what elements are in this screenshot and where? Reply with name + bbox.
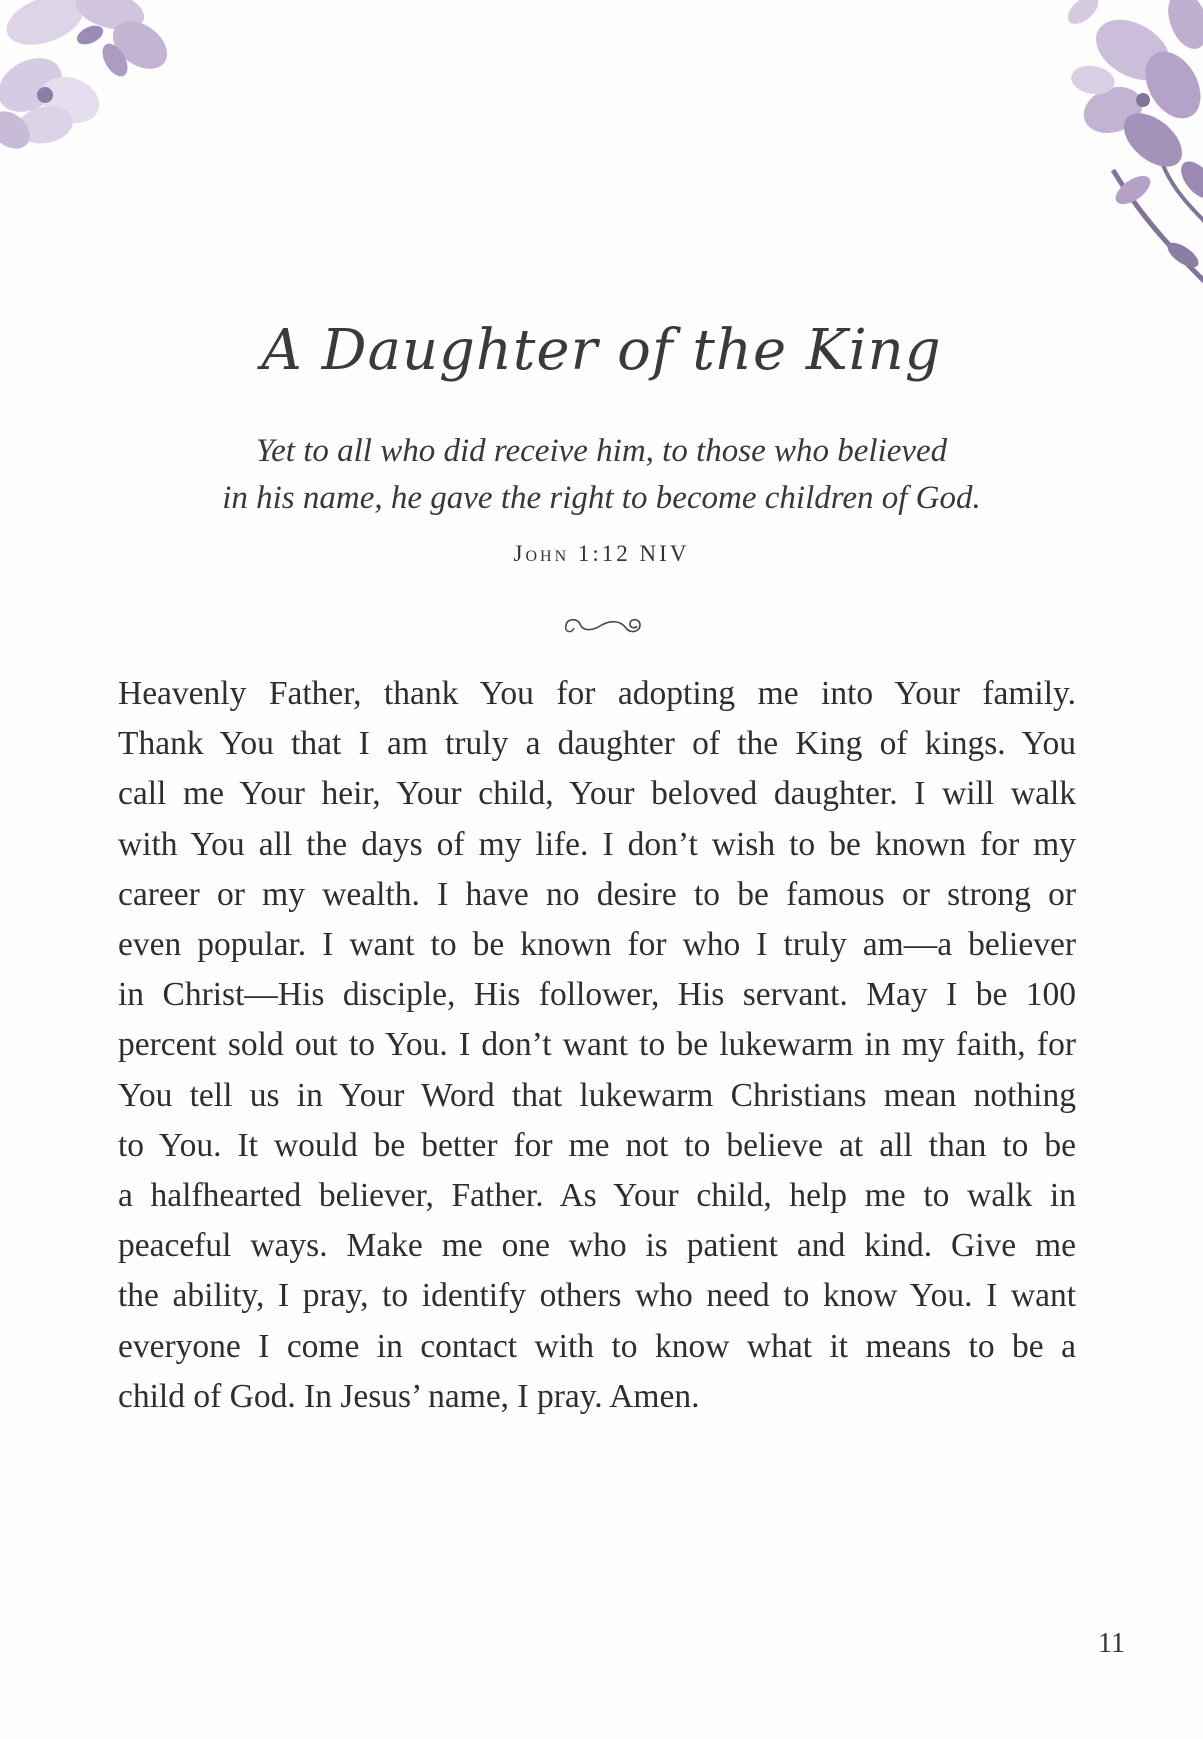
floral-corner-left-icon	[0, 0, 190, 170]
scripture-verse	[120, 428, 1083, 522]
prayer-line: peaceful ways. Make me one who is patient and kind. Give me	[118, 1227, 1076, 1265]
prayer-line: a halfhearted believer, Father. As Your child, help me to walk in	[118, 1177, 1076, 1215]
verse-line-1: Yet to all who did receive him, to those who believed	[255, 433, 948, 469]
prayer-line: the ability, I pray, to identify others who need to know You. I want	[118, 1277, 1076, 1315]
swirl-ornament-icon	[560, 612, 646, 640]
prayer-line: child of God. In Jesus’ name, I pray. Amen.	[118, 1377, 700, 1415]
prayer-body	[118, 669, 1076, 1422]
prayer-line: to You. It would be better for me not to believe at all than to be	[118, 1126, 1076, 1164]
prayer-line: percent sold out to You. I don’t want to be lukewarm in my faith, for	[118, 1026, 1076, 1064]
prayer-line: call me Your heir, Your child, Your beloved daughter. I will walk	[118, 775, 1076, 813]
prayer-line: everyone I come in contact with to know what it means to be a	[118, 1327, 1076, 1365]
prayer-line: even popular. I want to be known for who I truly am—a believer	[118, 926, 1076, 964]
page-number: 11	[1098, 1628, 1125, 1659]
verse-line-2: in his name, he gave the right to become children of God.	[222, 480, 981, 516]
prayer-line: in Christ—His disciple, His follower, His servant. May I be 100	[118, 976, 1076, 1014]
floral-corner-right-icon	[1023, 0, 1203, 310]
page-title: A Daughter of the King	[261, 318, 942, 383]
prayer-line: with You all the days of my life. I don’t wish to be known for my	[118, 825, 1076, 863]
prayer-line: Thank You that I am truly a daughter of the King of kings. You	[118, 725, 1076, 763]
prayer-line: You tell us in Your Word that lukewarm Christians mean nothing	[118, 1076, 1076, 1114]
prayer-line: Heavenly Father, thank You for adopting me into Your family.	[118, 675, 1076, 712]
prayer-line: career or my wealth. I have no desire to be famous or strong or	[118, 875, 1076, 913]
verse-reference: John 1:12 NIV	[513, 541, 690, 566]
